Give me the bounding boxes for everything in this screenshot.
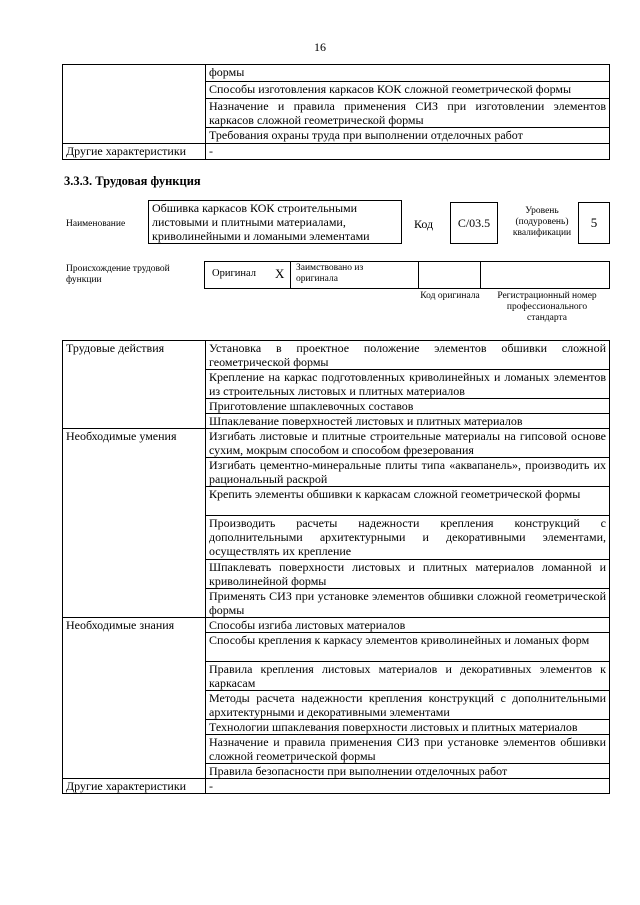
skills-label: Необходимые умения (63, 429, 206, 618)
main-table (62, 340, 610, 794)
knowledge-item: Назначение и правила применения СИЗ при установке элементов обшивки сложной геометрической формы (206, 735, 610, 764)
skill-item: Изгибать цементно-минеральные плиты типа «аквапанель», производить их рациональный раскрой (206, 458, 610, 487)
knowledge-item: Правила безопасности при выполнении отделочных работ (206, 764, 610, 779)
skill-item: Производить расчеты надежности крепления конструкций с дополнительными архитектурными и декоративными элементами, осуществлять их крепление (206, 516, 610, 560)
top-table (62, 64, 610, 160)
other-characteristics-label: Другие характеристики (63, 144, 206, 160)
code-label: Код (414, 217, 434, 231)
function-code: C/03.5 (450, 202, 498, 244)
action-item: Крепление на каркас подготовленных криволинейных и ломаных элементов из строительных листовых и плитных материалов (206, 370, 610, 399)
action-item: Установка в проектное положение элементов обшивки сложной геометрической формы (206, 341, 610, 370)
top-table-label-cell (63, 65, 206, 144)
action-item: Приготовление шпаклевочных составов (206, 399, 610, 414)
origin-divider (290, 261, 291, 288)
name-label: Наименование (66, 219, 126, 229)
page-number: 16 (314, 40, 326, 54)
origin-box (204, 261, 610, 289)
function-name: Обшивка каркасов КОК строительными листовыми и плитными материалами, криволинейными и ломаными элементами (148, 200, 402, 244)
skill-item: Крепить элементы обшивки к каркасам сложной геометрической формы (206, 487, 610, 516)
other-characteristics-value: - (206, 779, 610, 794)
knowledge-item: Правила крепления листовых материалов и декоративных элементов к каркасам (206, 662, 610, 691)
knowledge-label: Необходимые знания (63, 618, 206, 779)
level-label: Уровень (подуровень) квалификации (512, 205, 572, 238)
knowledge-item: Способы крепления к каркасу элементов криволинейных и ломаных форм (206, 633, 610, 662)
knowledge-item: Методы расчета надежности крепления конструкций с дополнительными архитектурными и декоративными элементами (206, 691, 610, 720)
knowledge-item: Технологии шпаклевания поверхности листовых и плитных материалов (206, 720, 610, 735)
knowledge-item: Способы изгиба листовых материалов (206, 618, 610, 633)
skill-item: Шпаклевать поверхности листовых и плитных материалов ломанной и криволинейной формы (206, 560, 610, 589)
skill-item: Изгибать листовые и плитные строительные материалы на гипсовой основе сухим, мокрым способом и способом фрезерования (206, 429, 610, 458)
section-title: 3.3.3. Трудовая функция (64, 174, 201, 188)
top-table-row: Назначение и правила применения СИЗ при изготовлении элементов каркасов сложной геометрической формы (206, 99, 610, 128)
other-characteristics-label: Другие характеристики (63, 779, 206, 794)
top-table-row: формы (206, 65, 610, 82)
original-mark: X (275, 266, 285, 281)
original-label: Оригинал (212, 268, 256, 279)
top-table-row: Требования охраны труда при выполнении отделочных работ (206, 128, 610, 144)
origin-divider (480, 261, 481, 288)
code-caption: Код оригинала (420, 291, 480, 301)
actions-label: Трудовые действия (63, 341, 206, 429)
origin-divider (418, 261, 419, 288)
top-table-row: Способы изготовления каркасов КОК сложной геометрической формы (206, 82, 610, 99)
origin-label: Происхождение трудовой функции (66, 264, 170, 285)
borrowed-label: Заимствовано из оригинала (296, 263, 364, 284)
level-value: 5 (578, 202, 610, 244)
skill-item: Применять СИЗ при установке элементов обшивки сложной геометрической формы (206, 589, 610, 618)
other-characteristics-value: - (206, 144, 610, 160)
reg-caption: Регистрационный номер профессионального стандарта (497, 291, 597, 323)
action-item: Шпаклевание поверхностей листовых и плитных материалов (206, 414, 610, 429)
